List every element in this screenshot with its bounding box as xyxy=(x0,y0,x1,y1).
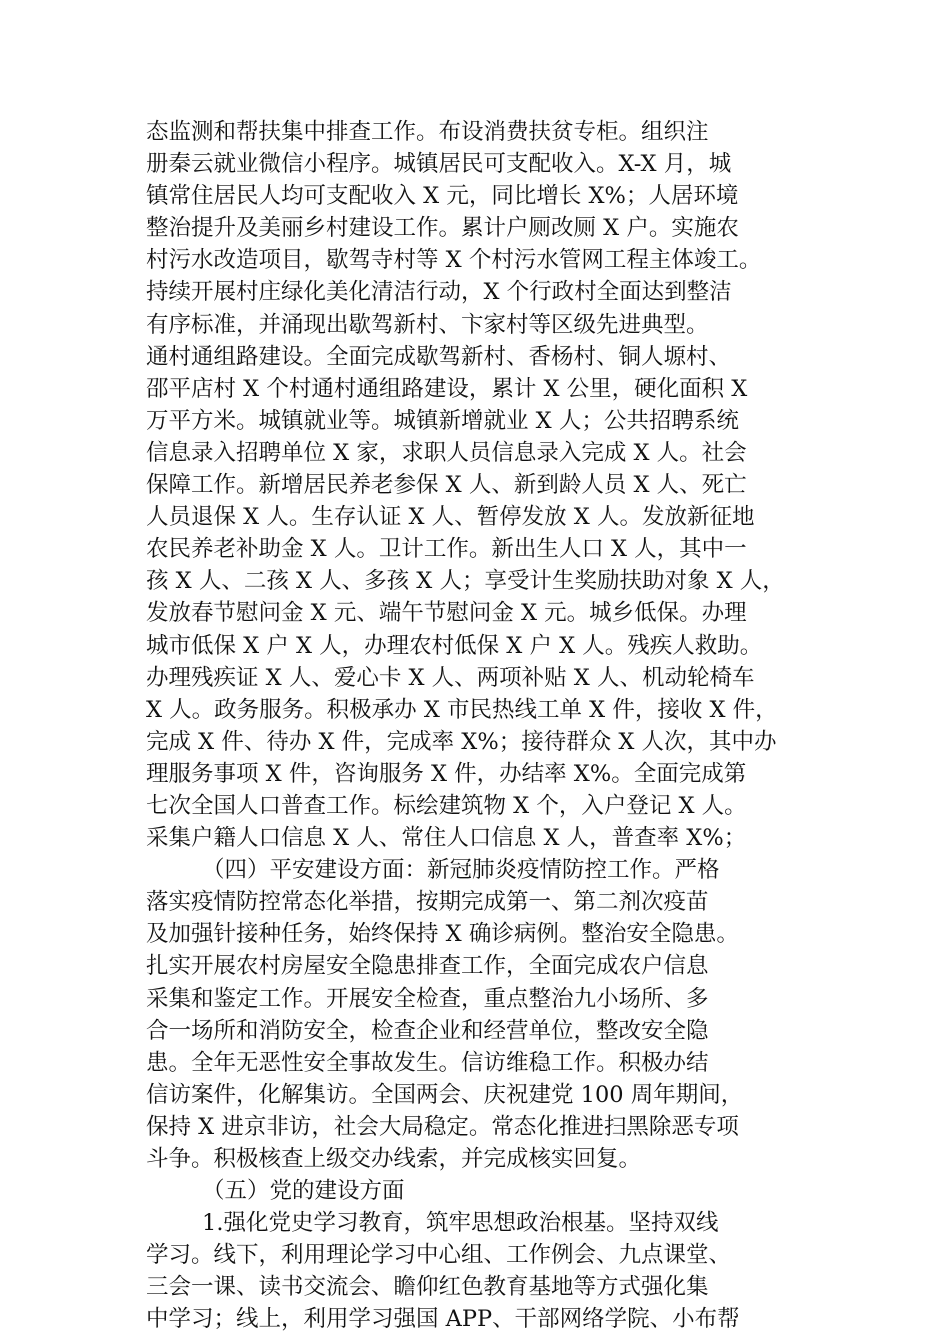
text-line: 有序标准，并涌现出歇驾新村、卞家村等区级先进典型。 xyxy=(146,311,709,338)
text-line: 通村通组路建设。全面完成歇驾新村、香杨村、铜人塬村、 xyxy=(146,343,732,370)
text-line: 完成 X 件、待办 X 件，完成率 X%；接待群众 X 人次，其中办 xyxy=(146,728,777,755)
text-line: X 人。政务服务。积极承办 X 市民热线工单 X 件，接收 X 件， xyxy=(146,696,778,723)
text-line: 村污水改造项目，歇驾寺村等 X 个村污水管网工程主体竣工。 xyxy=(146,247,762,274)
text-line: 办理残疾证 X 人、爱心卡 X 人、两项补贴 X 人、机动轮椅车 xyxy=(146,664,755,691)
text-line: 邵平店村 X 个村通村通组路建设，累计 X 公里，硬化面积 X xyxy=(146,375,748,402)
text-line: 斗争。积极核查上级交办线索，并完成核实回复。 xyxy=(146,1146,642,1172)
text-line: 镇常住居民人均可支配收入 X 元，同比增长 X%；人居环境 xyxy=(146,183,739,210)
text-line: （四）平安建设方面：新冠肺炎疫情防控工作。严格 xyxy=(202,857,720,884)
text-line: 合一场所和消防安全，检查企业和经营单位，整改安全隐 xyxy=(146,1017,709,1044)
text-line: 城市低保 X 户 X 人，办理农村低保 X 户 X 人。残疾人救助。 xyxy=(146,632,763,659)
text-line: （五）党的建设方面 xyxy=(202,1178,405,1205)
text-line: 持续开展村庄绿化美化清洁行动，X 个行政村全面达到整洁 xyxy=(146,279,732,306)
text-line: 扎实开展农村房屋安全隐患排查工作，全面完成农户信息 xyxy=(146,953,709,980)
text-line: 采集户籍人口信息 X 人、常住人口信息 X 人，普查率 X%； xyxy=(146,825,747,852)
text-line: 发放春节慰问金 X 元、端午节慰问金 X 元。城乡低保。办理 xyxy=(146,600,747,627)
body-text xyxy=(146,116,816,1336)
text-line: 患。全年无恶性安全事故发生。信访维稳工作。积极办结 xyxy=(146,1049,709,1076)
text-line: 落实疫情防控常态化举措，按期完成第一、第二剂次疫苗 xyxy=(146,889,709,916)
text-line: 信访案件，化解集访。全国两会、庆祝建党 100 周年期间， xyxy=(146,1081,744,1108)
text-line: 理服务事项 X 件，咨询服务 X 件，办结率 X%。全面完成第 xyxy=(146,760,747,787)
text-line: 采集和鉴定工作。开展安全检查，重点整治九小场所、多 xyxy=(146,985,709,1012)
text-line: 保障工作。新增居民养老参保 X 人、新到龄人员 X 人、死亡 xyxy=(146,472,747,499)
text-line: 册秦云就业微信小程序。城镇居民可支配收入。X-X 月，城 xyxy=(146,151,732,178)
text-line: 孩 X 人、二孩 X 人、多孩 X 人；享受计生奖励扶助对象 X 人， xyxy=(146,568,785,595)
text-line: 中学习；线上，利用学习强国 APP、干部网络学院、小布帮 xyxy=(146,1306,740,1333)
text-line: 保持 X 进京非访，社会大局稳定。常态化推进扫黑除恶专项 xyxy=(146,1113,739,1140)
text-line: 七次全国人口普查工作。标绘建筑物 X 个，入户登记 X 人。 xyxy=(146,792,747,819)
text-line: 及加强针接种任务，始终保持 X 确诊病例。整治安全隐患。 xyxy=(146,921,739,948)
text-line: 万平方米。城镇就业等。城镇新增就业 X 人；公共招聘系统 xyxy=(146,407,739,434)
text-line: 信息录入招聘单位 X 家，求职人员信息录入完成 X 人。社会 xyxy=(146,439,747,466)
text-line: 学习。线下，利用理论学习中心组、工作例会、九点课堂、 xyxy=(146,1242,732,1269)
text-line: 1.强化党史学习教育，筑牢思想政治根基。坚持双线 xyxy=(202,1210,719,1237)
text-line: 态监测和帮扶集中排查工作。布设消费扶贫专柜。组织注 xyxy=(146,119,709,145)
text-line: 三会一课、读书交流会、瞻仰红色教育基地等方式强化集 xyxy=(146,1274,709,1301)
text-line: 人员退保 X 人。生存认证 X 人、暂停发放 X 人。发放新征地 xyxy=(146,504,755,531)
text-line: 农民养老补助金 X 人。卫计工作。新出生人口 X 人，其中一 xyxy=(146,536,747,563)
text-line: 整治提升及美丽乡村建设工作。累计户厕改厕 X 户。实施农 xyxy=(146,215,739,242)
